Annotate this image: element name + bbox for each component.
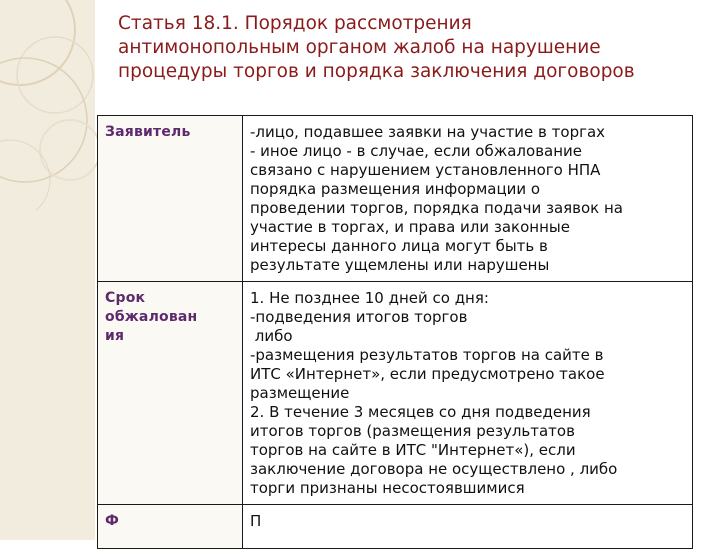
text-line: ИТС «Интернет», если предусмотрено такое bbox=[250, 365, 605, 383]
text-line: результате ущемлены или нарушены bbox=[250, 256, 550, 274]
row-label-applicant bbox=[98, 116, 243, 282]
title-line: Статья 18.1. Порядок рассмотрения bbox=[118, 13, 472, 34]
text-line: -размещения результатов торгов на сайте в bbox=[250, 346, 604, 364]
text-line: П bbox=[250, 512, 262, 530]
text-line: связано с нарушением установленного НПА bbox=[250, 161, 601, 179]
text-line: либо bbox=[250, 327, 293, 345]
label-line: Заявитель bbox=[105, 124, 191, 140]
title-line: антимонопольным органом жалоб на нарушение bbox=[118, 37, 601, 58]
title-line: процедуры торгов и порядка заключения договоров bbox=[118, 61, 635, 82]
text-line: -подведения итогов торгов bbox=[250, 308, 468, 326]
table-row-appeal-period bbox=[98, 282, 693, 505]
text-line: 1. Не позднее 10 дней со дня: bbox=[250, 289, 489, 307]
complaint-procedure-table bbox=[97, 115, 693, 549]
text-line: - иное лицо - в случае, если обжалование bbox=[250, 142, 583, 160]
row-text-appeal-period bbox=[243, 282, 693, 505]
row-label-partial bbox=[98, 505, 243, 549]
label-line: Срок bbox=[105, 290, 146, 306]
text-line: проведении торгов, порядка подачи заявок на bbox=[250, 199, 624, 217]
text-line: 2. В течение 3 месяцев со дня подведения bbox=[250, 403, 591, 421]
text-line: торги признаны несостоявшимися bbox=[250, 479, 525, 497]
page-title bbox=[118, 12, 708, 84]
text-line: заключение договора не осуществлено , либо bbox=[250, 460, 618, 478]
table-row-applicant bbox=[98, 116, 693, 282]
row-label-appeal-period bbox=[98, 282, 243, 505]
text-line: интересы данного лица могут быть в bbox=[250, 237, 548, 255]
text-line: торгов на сайте в ИТС "Интернет«), если bbox=[250, 441, 576, 459]
table-row-partial bbox=[98, 505, 693, 549]
label-line: Ф bbox=[105, 513, 120, 529]
text-line: -лицо, подавшее заявки на участие в торгах bbox=[250, 123, 606, 141]
text-line: итогов торгов (размещения результатов bbox=[250, 422, 575, 440]
text-line: порядка размещения информации о bbox=[250, 180, 541, 198]
row-text-partial bbox=[243, 505, 693, 549]
label-line: ия bbox=[105, 328, 125, 344]
text-line: участие в торгах, и права или законные bbox=[250, 218, 570, 236]
label-line: обжалован bbox=[105, 309, 198, 325]
text-line: размещение bbox=[250, 384, 350, 402]
row-text-applicant bbox=[243, 116, 693, 282]
